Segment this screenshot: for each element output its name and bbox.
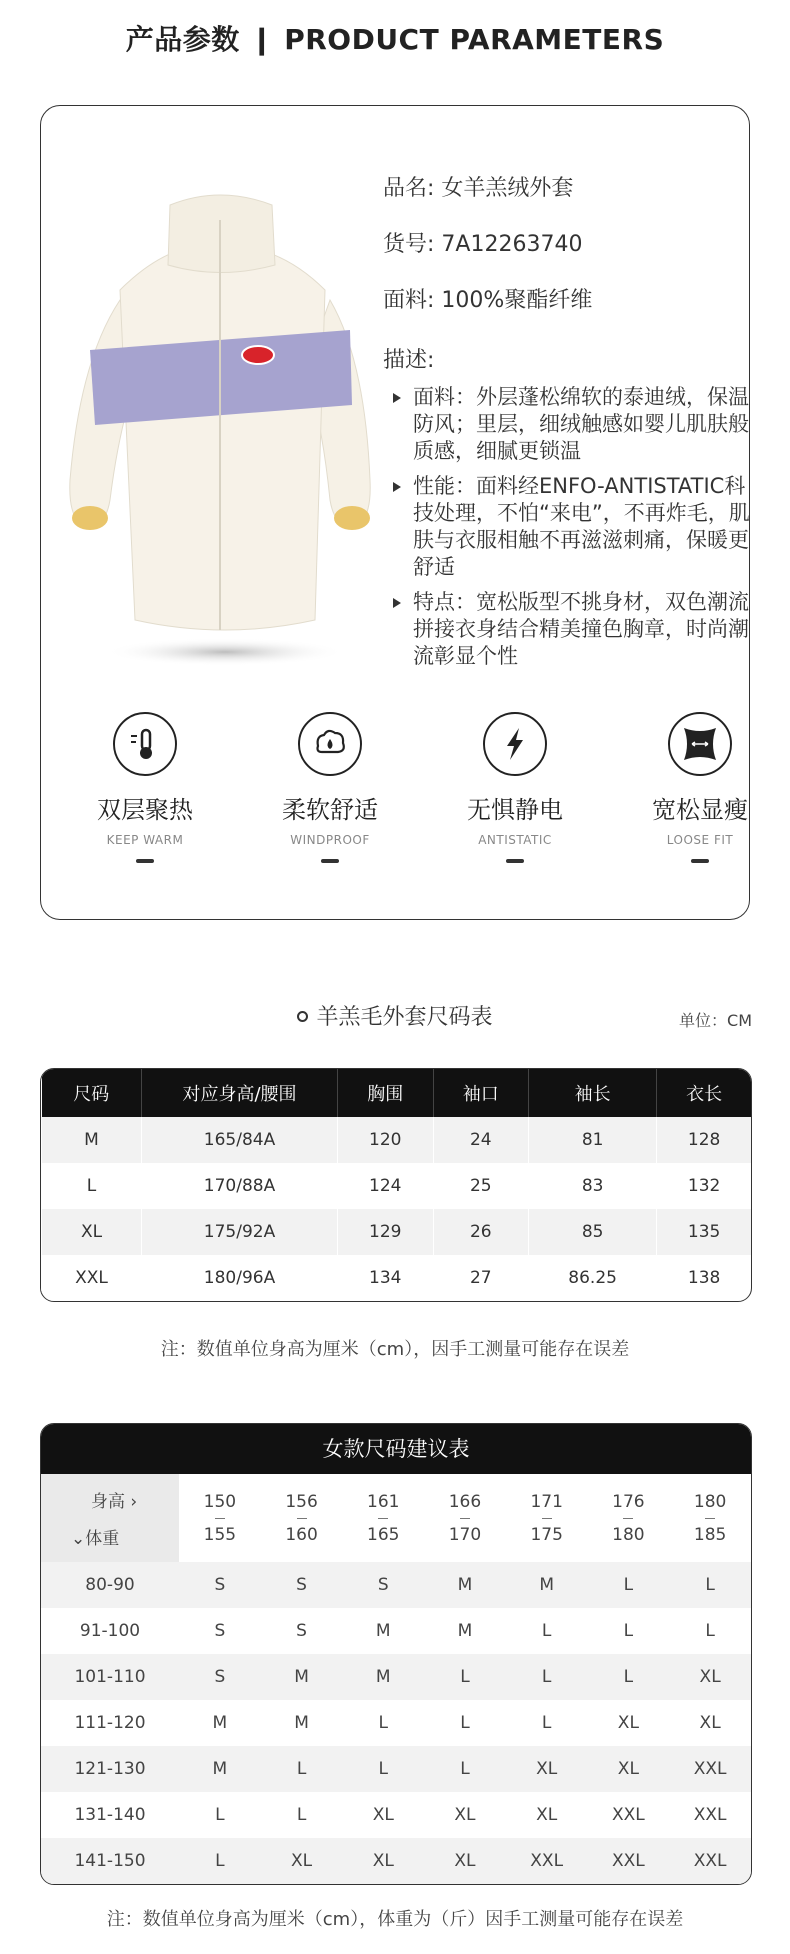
thermometer-icon [113,712,177,776]
height-range: 180 185 [669,1474,751,1562]
table-row: 80-90 S S S M M L L [41,1562,751,1608]
feature-list [40,700,750,870]
size-table [40,1068,752,1302]
height-header-row [41,1474,751,1562]
divider [691,859,709,863]
size-table-note: 注：数值单位身高为厘米（cm），因手工测量可能存在误差 [160,1339,630,1360]
column-header: 对应身高/腰围 [142,1069,338,1117]
feature-title: 双层聚热 [97,796,193,824]
height-range: 166 170 [424,1474,506,1562]
height-range: 150 155 [179,1474,261,1562]
bullet-icon [393,482,401,492]
height-range: 176 180 [588,1474,670,1562]
column-header: 胸围 [338,1069,434,1117]
fabric-row [383,287,753,315]
feature-loose-fit [625,700,775,863]
feature-title: 无惧静电 [467,796,563,824]
feature-subtitle: ANTISTATIC [478,833,552,847]
table-row: 101-110 S M M L L L XL [41,1654,751,1700]
cloud-drop-icon [298,712,362,776]
bullet-icon [393,598,401,608]
height-range: 171 175 [506,1474,588,1562]
sku-value: 7A12263740 [441,232,583,257]
feature-title: 柔软舒适 [282,796,378,824]
height-range: 161 165 [342,1474,424,1562]
feature-subtitle: KEEP WARM [106,833,184,847]
feature-keep-warm [70,700,220,863]
product-name: 女羊羔绒外套 [441,176,574,201]
table-row: L 170/88A 124 25 83 132 [42,1163,752,1209]
feature-soft [255,700,405,863]
feature-subtitle: LOOSE FIT [666,833,734,847]
size-table-title: 羊羔毛外套尺码表 [0,1000,790,1031]
description-item: 面料：外层蓬松绵软的泰迪绒，保温防风；里层，细绒触感如婴儿肌肤般质感，细腻更锁温 [383,384,753,465]
product-parameters [383,175,753,678]
column-header: 袖口 [433,1069,529,1117]
table-row: XXL 180/96A 134 27 86.25 138 [42,1255,752,1301]
divider [506,859,524,863]
corner-cell: 身高 › ⌄体重 [41,1474,179,1562]
description-item: 特点：宽松版型不挑身材，双色潮流拼接衣身结合精美撞色胸章，时尚潮流彰显个性 [383,589,753,670]
fabric-value: 100%聚酯纤维 [441,288,593,313]
feature-subtitle: WINDPROOF [290,833,370,847]
column-header: 袖长 [529,1069,657,1117]
table-row: 91-100 S S M M L L L [79,1621,715,1641]
recommendation-note: 注：数值单位身高为厘米（cm），体重为（斤）因手工测量可能存在误差 [106,1909,684,1930]
column-header: 尺码 [42,1069,142,1117]
column-header: 衣长 [657,1069,751,1117]
fabric-label: 面料: [383,288,435,313]
lightning-icon [483,712,547,776]
recommendation-title: 女款尺码建议表 [41,1424,751,1474]
height-range: 156 160 [261,1474,343,1562]
size-recommendation-table [40,1423,752,1885]
table-row: XL 175/92A 129 26 85 135 [42,1209,752,1255]
table-row: M 165/84A 120 24 81 128 [42,1117,752,1163]
description-label: 描述: [383,348,435,373]
sku-row [383,231,753,259]
divider [321,859,339,863]
description-item: 性能：面料经ENFO-ANTISTATIC科技处理，不怕“来电”，不再炸毛，肌肤与衣服相触不再滋滋刺痛，保暖更舒适 [383,473,753,581]
table-row: 121-130 M L L L XL XL XXL [41,1746,751,1792]
feature-title: 宽松显瘦 [652,796,748,824]
name-label: 品名: [383,176,435,201]
table-row: 141-150 L XL XL XL XXL XXL XXL [41,1838,751,1884]
product-name-row [383,175,753,203]
table-row: 111-120 M M L L L XL XL [74,1713,721,1733]
page-title: 产品参数 ❙ PRODUCT PARAMETERS [125,23,665,56]
circle-icon [297,1011,308,1022]
jacket-image [60,180,380,680]
divider [136,859,154,863]
loose-fit-icon [668,712,732,776]
table-row: 131-140 L L XL XL XL XXL XXL [74,1805,727,1825]
sku-label: 货号: [383,232,435,257]
bullet-icon [393,393,401,403]
unit-label: 单位：CM [679,1011,752,1030]
feature-antistatic [440,700,590,863]
